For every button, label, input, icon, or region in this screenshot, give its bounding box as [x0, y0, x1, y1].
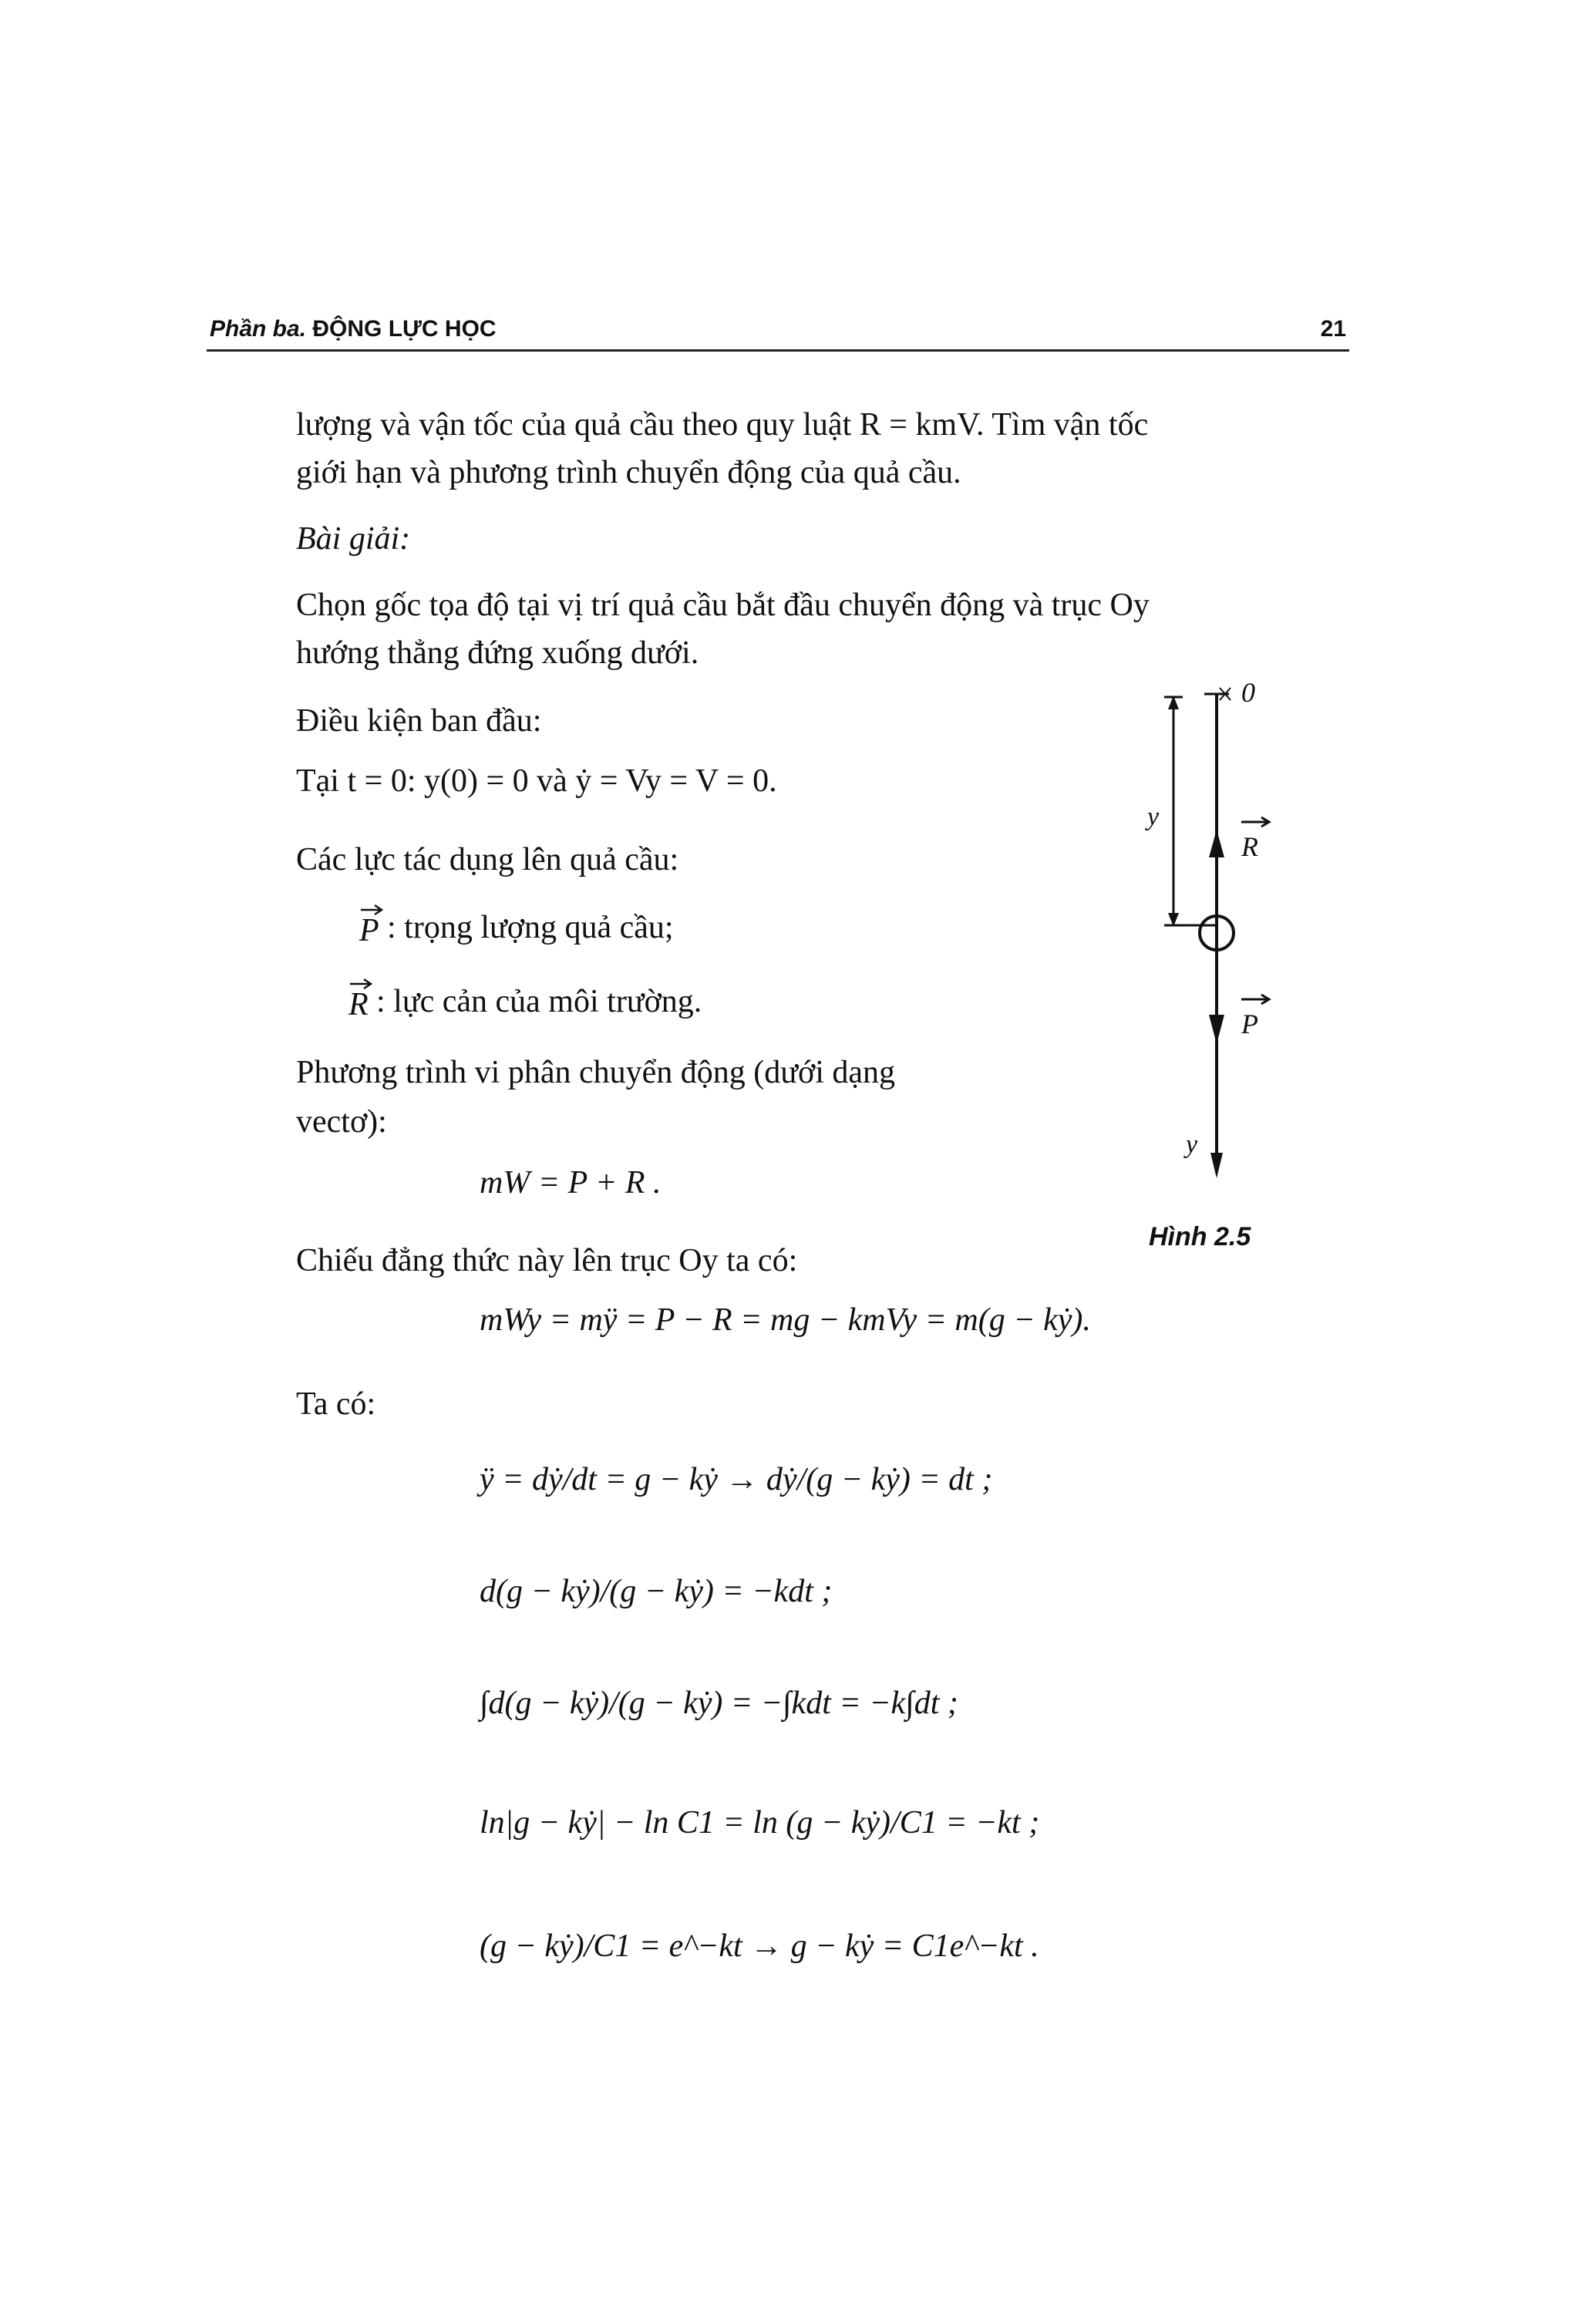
vector-equation: mW = P + R .	[480, 1165, 662, 1201]
body-line-4: hướng thẳng đứng xuống dưới.	[296, 635, 699, 671]
ode-line-2: vectơ):	[296, 1104, 387, 1140]
projection-label: Chiếu đẳng thức này lên trục Oy ta có:	[296, 1243, 798, 1278]
section-title: ĐỘNG LỰC HỌC	[312, 316, 497, 342]
we-have-label: Ta có:	[296, 1386, 376, 1422]
equation-5: (g − kẏ)/C1 = e^−kt → g − kẏ = C1e^−kt .	[480, 1928, 1039, 1964]
force-p-line	[356, 904, 674, 951]
vector-p-letter: P	[359, 913, 379, 947]
body-line-3: Chọn gốc tọa độ tại vị trí quả cầu bắt đầu chuyển động và trục Oy	[296, 588, 1150, 623]
equation-4: ln|g − kẏ| − ln C1 = ln (g − kẏ)/C1 = −kt ;	[480, 1805, 1040, 1841]
force-p-text: : trọng lượng quả cầu;	[387, 910, 674, 945]
header-rule	[207, 349, 1349, 352]
initial-label: Điều kiện ban đầu:	[296, 703, 542, 739]
figure-caption: Hình 2.5	[1149, 1222, 1251, 1251]
equation-3: ∫d(g − kẏ)/(g − kẏ) = −∫kdt = −k∫dt ;	[480, 1686, 958, 1721]
y-label-bottom: y	[1186, 1130, 1198, 1159]
forces-label: Các lực tác dụng lên quả cầu:	[296, 842, 679, 877]
equation-2: d(g − kẏ)/(g − kẏ) = −kdt ;	[480, 1574, 833, 1609]
p-force-arrow	[1209, 1015, 1224, 1044]
r-force-label: R	[1241, 831, 1258, 862]
force-r-text: : lực cản của môi trường.	[376, 984, 702, 1019]
figure-2-5	[1126, 679, 1295, 1187]
y-axis-arrow	[1210, 1153, 1223, 1178]
page-number: 21	[1320, 316, 1346, 342]
vector-p-symbol	[356, 904, 387, 947]
equation-1: ÿ = dẏ/dt = g − kẏ → dẏ/(g − kẏ) = dt ;	[480, 1462, 993, 1497]
projection-equation: mWy = mÿ = P − R = mg − kmVy = m(g − kẏ).	[480, 1302, 1091, 1338]
p-force-label: P	[1241, 1009, 1258, 1039]
vector-r-symbol	[345, 978, 376, 1021]
force-r-line	[345, 978, 702, 1026]
body-line-1: lượng và vận tốc của quả cầu theo quy luật R = kmV. Tìm vận tốc	[296, 407, 1149, 443]
solution-label: Bài giải:	[296, 521, 411, 557]
running-header	[210, 316, 497, 342]
ode-line-1: Phương trình vi phân chuyển động (dưới dạng	[296, 1055, 896, 1090]
body-line-2: giới hạn và phương trình chuyển động của quả cầu.	[296, 455, 961, 490]
part-label: Phần ba.	[210, 316, 307, 342]
r-force-arrow	[1209, 830, 1224, 857]
y-label-top: y	[1147, 803, 1160, 831]
initial-condition: Tại t = 0: y(0) = 0 và ẏ = Vy = V = 0.	[296, 763, 777, 799]
origin-label: 0	[1241, 679, 1255, 708]
vector-r-letter: R	[348, 987, 369, 1021]
